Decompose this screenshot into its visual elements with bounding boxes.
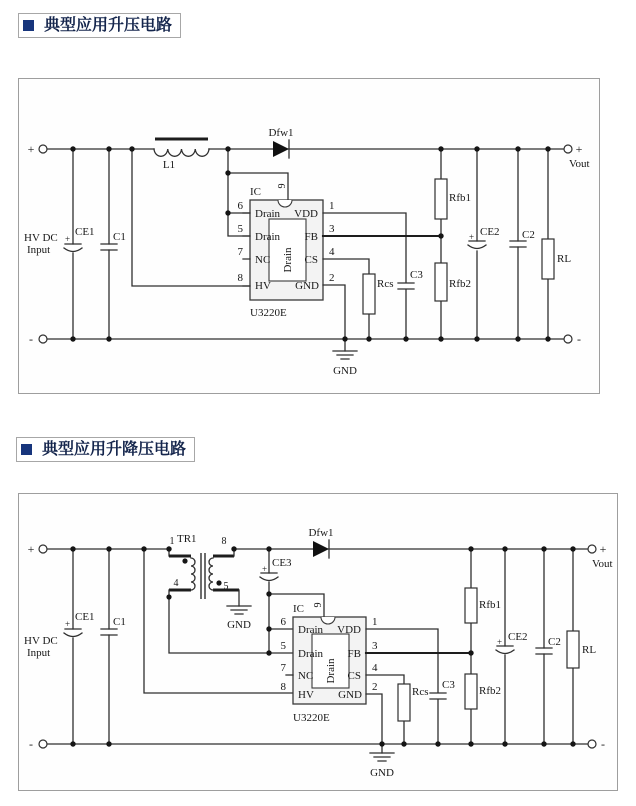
pin8-number: 8 — [280, 681, 286, 693]
section1-header — [18, 13, 181, 38]
pin3-number: 3 — [329, 223, 335, 235]
capacitor-ce3 — [260, 549, 292, 653]
capacitor-c3 — [366, 629, 455, 744]
rfb2-label: Rfb2 — [449, 278, 471, 290]
pin8-number: 8 — [237, 272, 243, 284]
ic-inner-drain-label: Drain — [325, 658, 337, 684]
boost-circuit-schematic — [19, 79, 599, 393]
ce1-polarity: + — [65, 234, 71, 244]
buck-boost-circuit-schematic — [19, 494, 617, 790]
ic-part-number: U3220E — [250, 307, 287, 319]
input-label-line2: Input — [27, 244, 51, 256]
pin6-name: Drain — [255, 208, 281, 220]
gnd-label: GND — [370, 767, 394, 779]
plus-sign: + — [575, 142, 583, 156]
pin5-name: Drain — [255, 231, 281, 243]
tr1-gnd-label: GND — [227, 619, 251, 631]
ce2-label: CE2 — [480, 226, 500, 238]
dfw1-label: Dfw1 — [308, 527, 334, 539]
output-terminal-positive — [564, 142, 590, 170]
hv-pin8-wire — [144, 549, 293, 693]
plus-sign: + — [27, 142, 35, 156]
rcs-label: Rcs — [412, 686, 429, 698]
minus-sign: - — [29, 737, 33, 751]
plus-sign: + — [27, 542, 35, 556]
left-pin-stubs — [243, 213, 250, 286]
c2-label: C2 — [522, 229, 535, 241]
inductor-l1 — [154, 139, 209, 171]
capacitor-c2 — [536, 549, 561, 744]
minus-sign: - — [577, 332, 581, 346]
input-label-line1: HV DC — [24, 635, 58, 647]
capacitor-ce2 — [496, 549, 528, 744]
ic-u3220e — [238, 184, 336, 320]
pin2-number: 2 — [372, 681, 378, 693]
gnd-symbol — [323, 285, 357, 377]
square-bullet-icon — [23, 20, 34, 31]
ce3-label: CE3 — [272, 557, 292, 569]
pin1-number: 1 — [329, 200, 335, 212]
ce3-polarity: + — [262, 564, 268, 574]
resistor-rl — [542, 149, 571, 339]
capacitor-ce1 — [64, 549, 95, 744]
c1-label: C1 — [113, 231, 126, 243]
ce2-polarity: + — [497, 637, 503, 647]
pin1-name: VDD — [294, 208, 318, 220]
secondary-polarity-dot — [216, 580, 221, 585]
minus-sign: - — [601, 737, 605, 751]
capacitor-c1 — [101, 149, 126, 339]
capacitor-c1 — [101, 549, 126, 744]
resistor-rcs — [323, 259, 394, 339]
rl-label: RL — [582, 644, 597, 656]
dfw1-label: Dfw1 — [268, 127, 294, 139]
resistor-rfb2 — [435, 236, 471, 339]
ic-designator: IC — [250, 186, 261, 198]
pin3-name: FB — [347, 648, 361, 660]
ce2-polarity: + — [469, 232, 475, 242]
ic-pin9-number: 9 — [277, 183, 288, 189]
input-terminal-positive — [28, 542, 47, 556]
pin5-number: 5 — [237, 223, 243, 235]
pin7-name: NC — [255, 254, 271, 266]
c1-label: C1 — [113, 616, 126, 628]
pin5-number: 5 — [280, 640, 286, 652]
resistor-rfb2 — [465, 653, 501, 744]
output-terminal-negative — [564, 332, 581, 346]
section1-title: 典型应用升压电路 — [44, 17, 173, 34]
tr1-pin8-number: 8 — [221, 536, 227, 547]
tr1-label: TR1 — [177, 533, 197, 545]
c3-label: C3 — [410, 269, 423, 281]
ic-u3220e — [281, 603, 379, 725]
pin2-name: GND — [295, 280, 319, 292]
rcs-label: Rcs — [377, 278, 394, 290]
ic-pin9-number: 9 — [313, 602, 324, 608]
output-terminal-positive — [588, 542, 613, 570]
resistor-rfb1 — [435, 149, 471, 236]
hv-pin8-wire — [132, 149, 250, 286]
gnd-label: GND — [333, 365, 357, 377]
square-bullet-icon — [21, 444, 32, 455]
resistor-rl — [567, 549, 596, 744]
pin2-number: 2 — [329, 272, 335, 284]
capacitor-ce1 — [64, 149, 95, 339]
pin8-name: HV — [298, 689, 314, 701]
ce1-polarity: + — [65, 619, 71, 629]
resistor-rfb1 — [465, 549, 501, 653]
boost-circuit-frame — [18, 78, 600, 394]
diode-dfw1 — [308, 527, 333, 558]
pin6-number: 6 — [280, 616, 286, 628]
pin6-name: Drain — [298, 624, 324, 636]
tr1-pin1-number: 1 — [169, 536, 175, 547]
output-terminal-negative — [588, 737, 605, 751]
pin4-number: 4 — [329, 246, 335, 258]
pin3-name: FB — [304, 231, 318, 243]
l1-label: L1 — [162, 159, 176, 171]
ce2-label: CE2 — [508, 631, 528, 643]
pin2-name: GND — [338, 689, 362, 701]
pin8-name: HV — [255, 280, 271, 292]
transformer-tr1 — [166, 533, 293, 653]
ic-designator: IC — [293, 603, 304, 615]
pin1-name: VDD — [337, 624, 361, 636]
rfb1-label: Rfb1 — [479, 599, 501, 611]
pin1-number: 1 — [372, 616, 378, 628]
ce1-label: CE1 — [75, 611, 95, 623]
pin4-name: CS — [304, 254, 318, 266]
input-label-line2: Input — [27, 647, 51, 659]
rfb1-label: Rfb1 — [449, 192, 471, 204]
tr1-pin5-number: 5 — [223, 581, 229, 592]
capacitor-ce2 — [468, 149, 500, 339]
input-terminal-negative — [29, 737, 47, 751]
section2-header — [16, 437, 195, 462]
vout-label: Vout — [592, 558, 613, 570]
c3-label: C3 — [442, 679, 455, 691]
pin7-number: 7 — [280, 662, 286, 674]
gnd-symbol — [366, 694, 394, 779]
pin3-number: 3 — [372, 640, 378, 652]
vout-label: Vout — [569, 158, 590, 170]
pin5-name: Drain — [298, 648, 324, 660]
ce1-label: CE1 — [75, 226, 95, 238]
diode-dfw1 — [268, 127, 293, 158]
pin6-number: 6 — [237, 200, 243, 212]
rfb2-label: Rfb2 — [479, 685, 501, 697]
pin4-number: 4 — [372, 662, 378, 674]
tr1-pin4-number: 4 — [173, 578, 179, 589]
pin7-number: 7 — [237, 246, 243, 258]
pin4-name: CS — [347, 670, 361, 682]
ic-part-number: U3220E — [293, 712, 330, 724]
ic-inner-drain-label: Drain — [282, 247, 294, 273]
c2-label: C2 — [548, 636, 561, 648]
input-terminal-positive — [28, 142, 47, 156]
minus-sign: - — [29, 332, 33, 346]
rl-label: RL — [557, 253, 572, 265]
pin7-name: NC — [298, 670, 314, 682]
primary-polarity-dot — [182, 558, 187, 563]
input-terminal-negative — [29, 332, 47, 346]
plus-sign: + — [599, 542, 607, 556]
capacitor-c2 — [510, 149, 535, 339]
input-label-line1: HV DC — [24, 232, 58, 244]
section2-title: 典型应用升降压电路 — [42, 441, 187, 458]
buck-boost-circuit-frame — [18, 493, 618, 791]
